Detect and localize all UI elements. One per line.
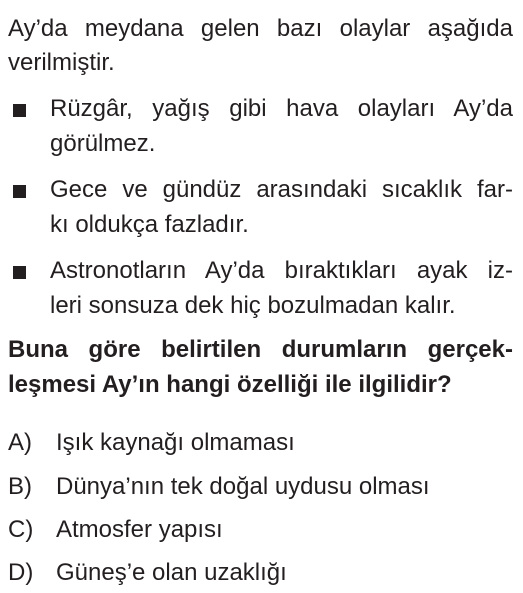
option-d-text: Güneş’e olan uzaklığı	[56, 559, 287, 586]
option-a[interactable]	[8, 428, 295, 458]
bullet-2-line-2: kı oldukça fazladır.	[50, 211, 249, 238]
option-c-letter: C)	[8, 516, 34, 543]
intro-line-2: verilmiştir.	[8, 49, 115, 76]
bullet-3-line-1: Astronotların Ay’da bıraktıkları ayak iz-	[50, 257, 513, 284]
question-line-2: leşmesi Ay’ın hangi özelliği ile ilgilidir?	[8, 371, 452, 398]
option-a-letter: A)	[8, 429, 32, 456]
bullet-1-line-1: Rüzgâr, yağış gibi hava olayları Ay’da	[50, 95, 513, 122]
bullet-marker-2	[13, 185, 26, 198]
option-a-text: Işık kaynağı olmaması	[56, 429, 295, 456]
bullet-3-line-2: leri sonsuza dek hiç bozulmadan kalır.	[50, 292, 456, 319]
option-d[interactable]	[8, 558, 287, 588]
bullet-marker-1	[13, 104, 26, 117]
option-b-letter: B)	[8, 473, 32, 500]
option-d-letter: D)	[8, 559, 34, 586]
bullet-2-line-1: Gece ve gündüz arasındaki sıcaklık far-	[50, 176, 513, 203]
option-b[interactable]	[8, 472, 430, 502]
bullet-marker-3	[13, 266, 26, 279]
option-b-text: Dünya’nın tek doğal uydusu olması	[56, 473, 430, 500]
intro-line-1: Ay’da meydana gelen bazı olaylar aşağıda	[8, 15, 513, 42]
question-line-1: Buna göre belirtilen durumların gerçek-	[8, 336, 513, 363]
option-c-text: Atmosfer yapısı	[56, 516, 223, 543]
option-c[interactable]	[8, 515, 223, 545]
bullet-1-line-2: görülmez.	[50, 130, 156, 157]
